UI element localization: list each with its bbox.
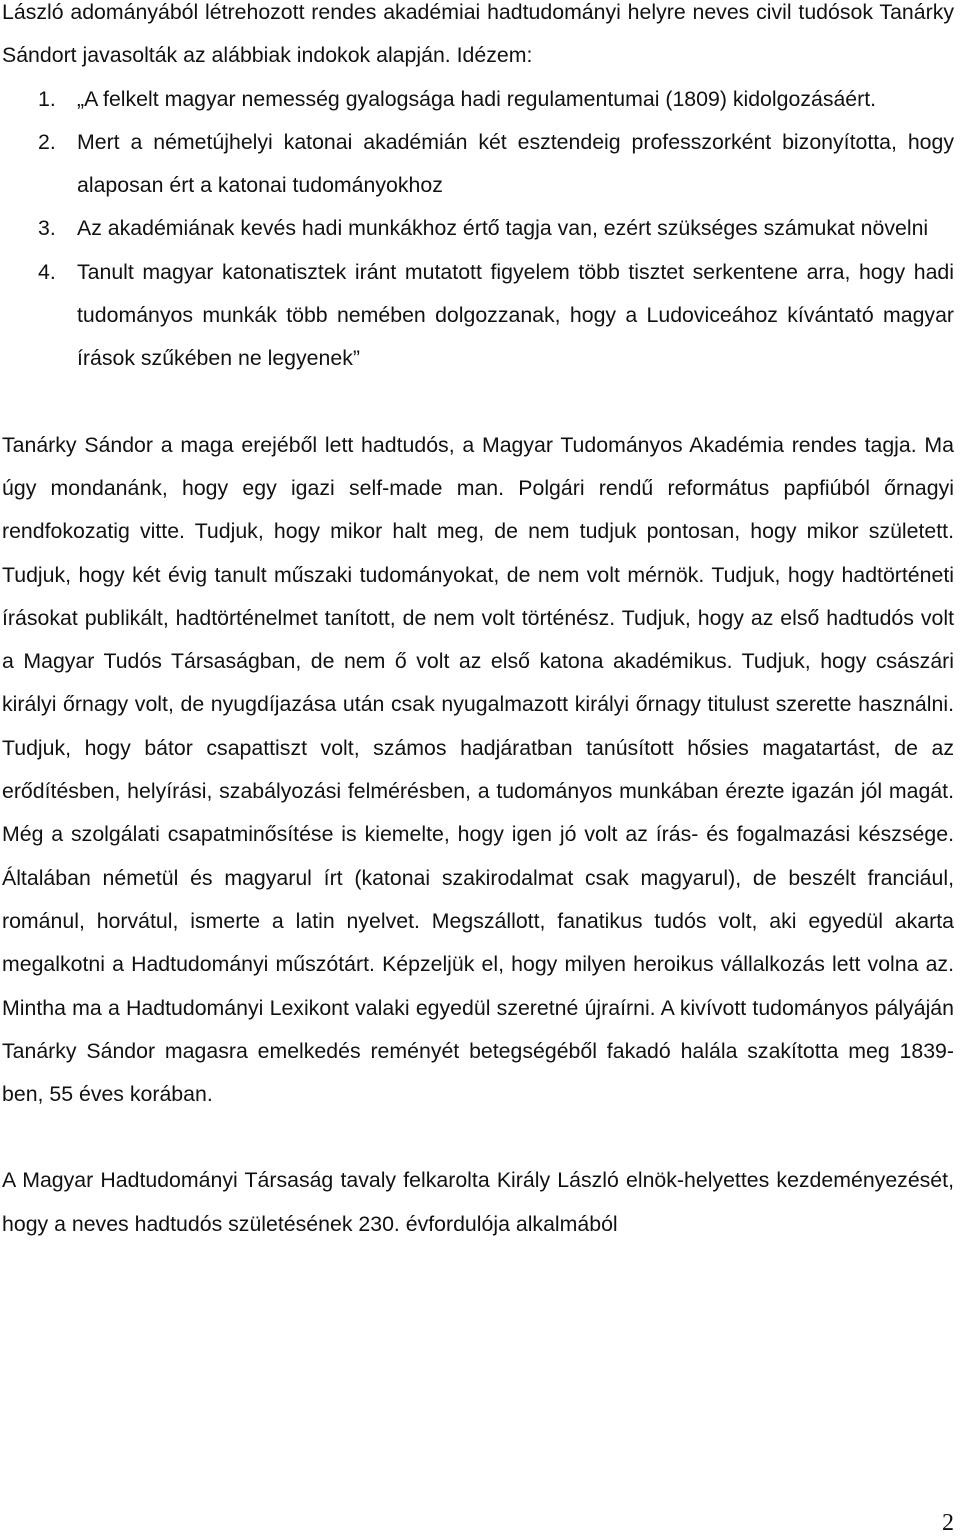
- list-item-number: 4.: [38, 259, 56, 284]
- page-body: [2, 0, 954, 1246]
- page-number: 2: [942, 1510, 954, 1536]
- intro-paragraph: László adományából létrehozott rendes akadémiai hadtudományi helyre neves civil tudósok Tanárky Sándort javasolták az alábbiak indokok alapján. Idézem:: [2, 0, 954, 68]
- list-item-text: Mert a németújhelyi katonai akadémián két esztendeig professzorként bizonyította, hogy alaposan ért a katonai tudományokhoz: [77, 129, 954, 198]
- list-item: [2, 78, 954, 121]
- list-item-text: Tanult magyar katonatisztek iránt mutatott figyelem több tisztet serkentene arra, hogy hadi tudományos munkák több nemében dolgozzanak, hogy a Ludoviceához kívántató magyar írások szűkében ne legyenek”: [77, 259, 954, 371]
- list-item: [2, 251, 954, 381]
- list-item-number: 3.: [38, 216, 56, 241]
- body-paragraph: A Magyar Hadtudományi Társaság tavaly felkarolta Király László elnök-helyettes kezdeményezését, hogy a neves hadtudós születésének 230. évfordulója alkalmából: [2, 1168, 954, 1236]
- list-item-number: 1.: [38, 86, 56, 111]
- list-item: [2, 121, 954, 208]
- list-item-number: 2.: [38, 129, 56, 154]
- list-item-text: Az akadémiának kevés hadi munkákhoz értő tagja van, ezért szükséges számukat növelni: [77, 216, 929, 241]
- list-item-text: „A felkelt magyar nemesség gyalogsága hadi regulamentumai (1809) kidolgozásáért.: [77, 86, 877, 111]
- body-paragraph: Tanárky Sándor a maga erejéből lett hadtudós, a Magyar Tudományos Akadémia rendes tagja. Ma úgy mondanánk, hogy egy igazi self-made man. Polgári rendű református papfiúból őrnagyi rendfokozatig vitte. Tudjuk, hogy mikor halt meg, de nem tudjuk pontosan, hogy mikor született. Tudjuk, hogy két évig tanult műszaki tudományokat, de nem volt mérnök. Tudjuk, hogy hadtörténeti írásokat publikált, hadtörténelmet tanított, de nem volt történész. Tudjuk, hogy az első hadtudós volt a Magyar Tudós Társaságban, de nem ő volt az első katona akadémikus. Tudjuk, hogy császári királyi őrnagy volt, de nyugdíjazása után csak nyugalmazott királyi őrnagy titulust szerette használni. Tudjuk, hogy bátor csapattiszt volt, számos hadjáratban tanúsított hősies magatartást, de az erődítésben, helyírási, szabályozási felmérésben, a tudományos munkában érezte igazán jól magát. Még a szolgálati csapatminősítése is kiemelte, hogy igen jó volt az írás- és fogalmazási készsége. Általában németül és magyarul írt (katonai szakirodalmat csak magyarul), de beszélt franciául, románul, horvátul, ismerte a latin nyelvet. Megszállott, fanatikus tudós volt, aki egyedül akarta megalkotni a Hadtudományi műszótárt. Képzeljük el, hogy milyen heroikus vállalkozás lett volna az. Mintha ma a Hadtudományi Lexikont valaki egyedül szeretné újraírni. A kivívott tudományos pályáján Tanárky Sándor magasra emelkedés reményét betegségéből fakadó halála szakította meg 1839-ben, 55 éves korában.: [2, 432, 954, 1107]
- list-item: [2, 207, 954, 250]
- reasons-list: [2, 78, 954, 381]
